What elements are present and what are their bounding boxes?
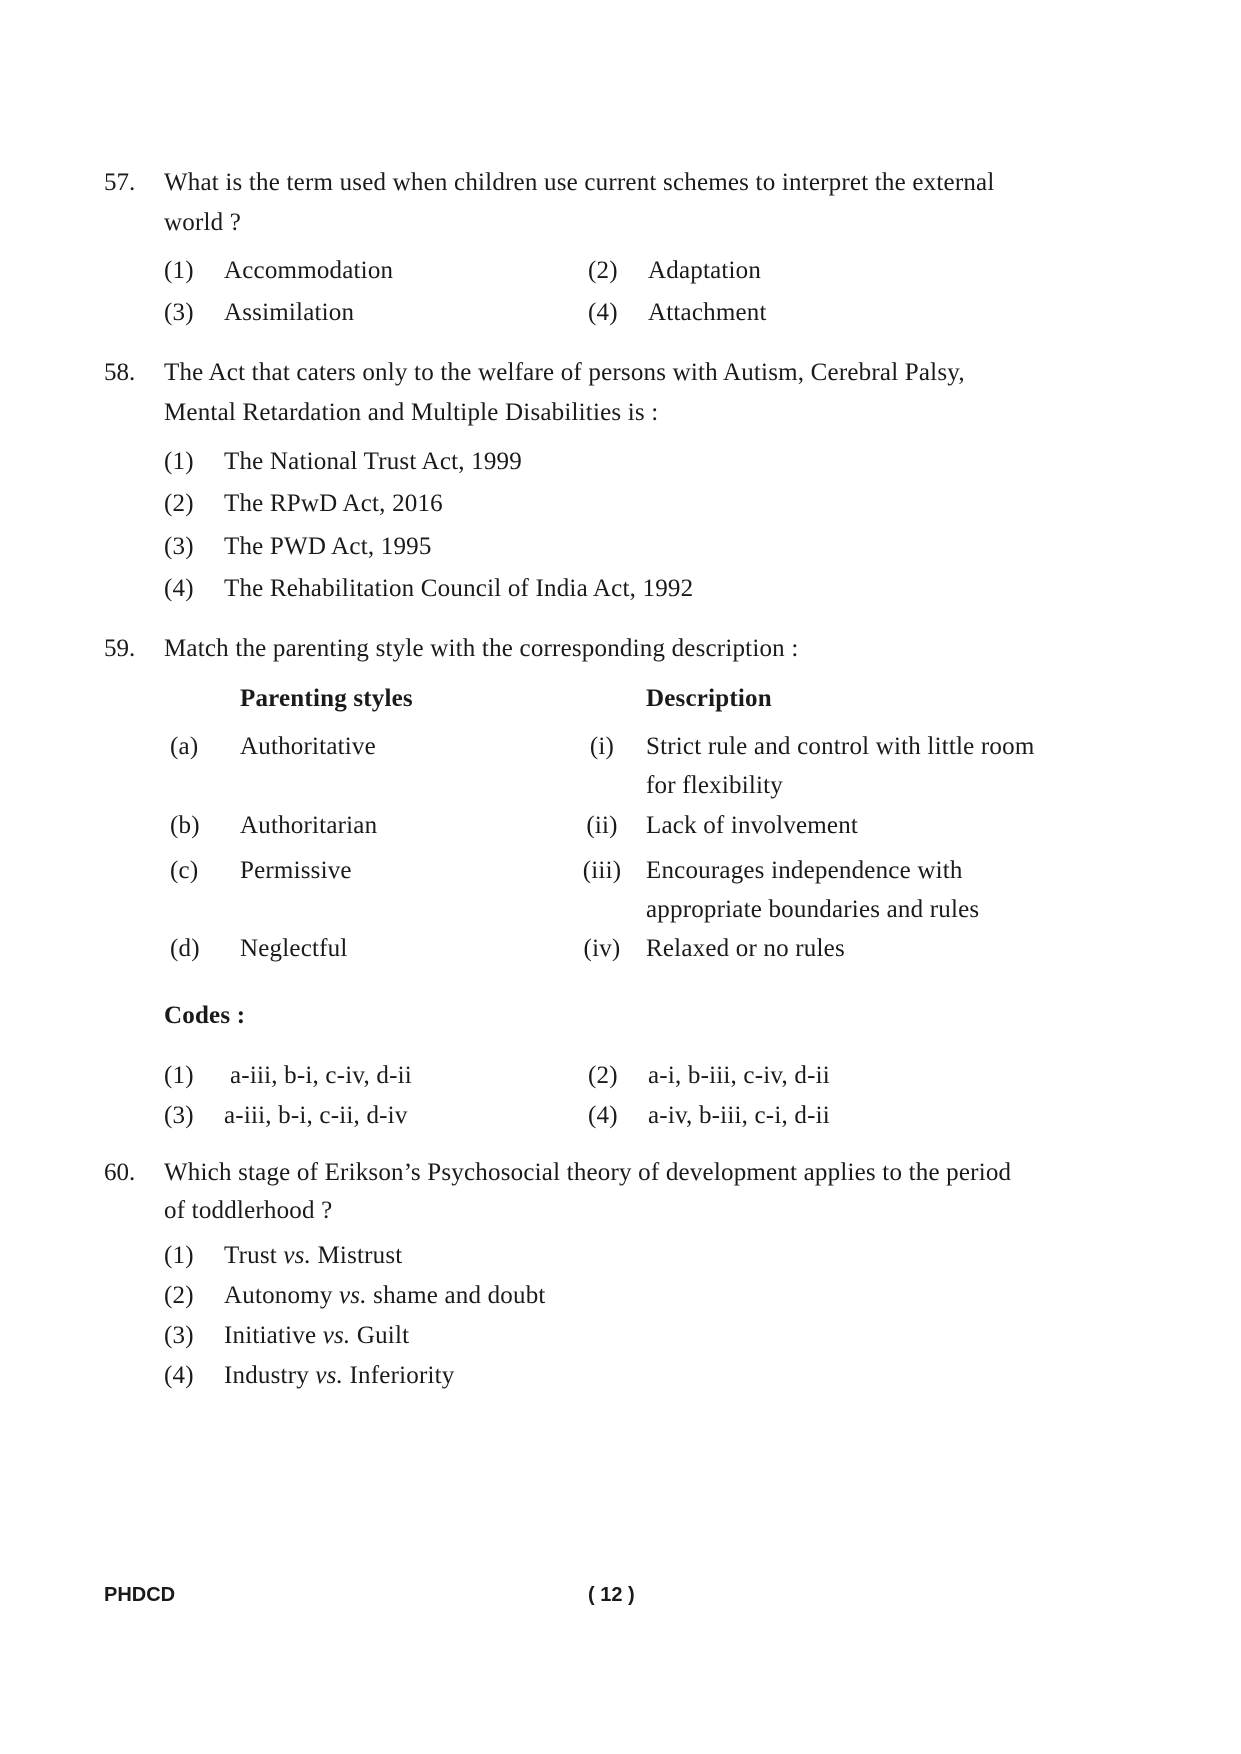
option-text: a-iii, b-i, c-iv, d-ii	[230, 1062, 412, 1089]
match-description: Relaxed or no rules	[646, 935, 845, 962]
column-header-styles: Parenting styles	[240, 685, 413, 712]
question-text-line: world ?	[164, 209, 242, 236]
option-text	[224, 1281, 546, 1311]
option-term-b: shame and doubt	[373, 1282, 546, 1309]
match-style: Authoritarian	[240, 812, 378, 839]
option-text: a-iii, b-i, c-ii, d-iv	[224, 1102, 408, 1129]
option-number: (1)	[164, 257, 194, 284]
option-term-a: Initiative	[224, 1322, 317, 1349]
option-number: (2)	[164, 490, 194, 517]
question-text-line: Match the parenting style with the corresponding description :	[164, 635, 799, 662]
match-roman: (i)	[589, 733, 615, 760]
vs-label: vs.	[322, 1322, 351, 1349]
option-text: Assimilation	[224, 299, 355, 326]
option-number: (1)	[164, 1242, 194, 1269]
question-number: 59.	[104, 635, 136, 662]
question-number: 58.	[104, 359, 136, 386]
option-term-b: Guilt	[356, 1322, 410, 1349]
option-text: Accommodation	[224, 257, 394, 284]
option-number: (2)	[588, 257, 618, 284]
option-number: (3)	[164, 1102, 194, 1129]
question-text-line: Which stage of Erikson’s Psychosocial theory of development applies to the period	[164, 1159, 1012, 1186]
match-style: Permissive	[240, 857, 352, 884]
option-text: The National Trust Act, 1999	[224, 448, 522, 475]
vs-label: vs.	[283, 1242, 312, 1269]
option-number: (1)	[164, 448, 194, 475]
match-description: Encourages independence with	[646, 857, 963, 884]
option-number: (4)	[588, 1102, 618, 1129]
match-description: Strict rule and control with little room	[646, 733, 1035, 760]
match-letter: (c)	[170, 857, 199, 884]
match-style: Authoritative	[240, 733, 376, 760]
option-number: (2)	[164, 1282, 194, 1309]
match-roman: (iii)	[582, 857, 622, 884]
option-text	[224, 1361, 454, 1391]
column-header-description: Description	[646, 685, 772, 712]
option-text	[224, 1321, 409, 1351]
match-description: appropriate boundaries and rules	[646, 896, 980, 923]
option-term-b: Mistrust	[317, 1242, 403, 1269]
match-letter: (d)	[170, 935, 200, 962]
option-number: (4)	[164, 575, 194, 602]
option-term-a: Trust	[224, 1242, 277, 1269]
option-number: (4)	[164, 1362, 194, 1389]
question-text-line: Mental Retardation and Multiple Disabilities is :	[164, 399, 659, 426]
option-text: a-i, b-iii, c-iv, d-ii	[648, 1062, 830, 1089]
match-letter: (a)	[170, 733, 199, 760]
option-number: (4)	[588, 299, 618, 326]
option-text	[224, 1241, 402, 1271]
question-number: 57.	[104, 169, 136, 196]
codes-label: Codes :	[164, 1002, 246, 1029]
match-roman: (ii)	[586, 812, 618, 839]
option-term-a: Autonomy	[224, 1282, 333, 1309]
option-number: (3)	[164, 299, 194, 326]
option-text: Adaptation	[648, 257, 762, 284]
match-description: Lack of involvement	[646, 812, 859, 839]
match-style: Neglectful	[240, 935, 348, 962]
match-description: for flexibility	[646, 772, 783, 799]
question-text-line: of toddlerhood ?	[164, 1197, 333, 1224]
match-letter: (b)	[170, 812, 200, 839]
question-text-line: What is the term used when children use current schemes to interpret the external	[164, 169, 995, 196]
option-text: a-iv, b-iii, c-i, d-ii	[648, 1102, 830, 1129]
question-number: 60.	[104, 1159, 136, 1186]
option-text: The RPwD Act, 2016	[224, 490, 443, 517]
option-number: (1)	[164, 1062, 194, 1089]
option-number: (2)	[588, 1062, 618, 1089]
match-roman: (iv)	[583, 935, 621, 962]
option-text: The Rehabilitation Council of India Act, 1992	[224, 575, 694, 602]
option-number: (3)	[164, 533, 194, 560]
vs-label: vs.	[339, 1282, 367, 1309]
option-number: (3)	[164, 1322, 194, 1349]
option-text: Attachment	[648, 299, 767, 326]
question-text-line: The Act that caters only to the welfare of persons with Autism, Cerebral Palsy,	[164, 359, 965, 386]
vs-label: vs.	[315, 1362, 344, 1389]
option-term-a: Industry	[224, 1362, 309, 1389]
option-text: The PWD Act, 1995	[224, 533, 432, 560]
page-number: ( 12 )	[588, 1584, 635, 1606]
paper-code: PHDCD	[104, 1584, 176, 1606]
option-term-b: Inferiority	[349, 1362, 455, 1389]
